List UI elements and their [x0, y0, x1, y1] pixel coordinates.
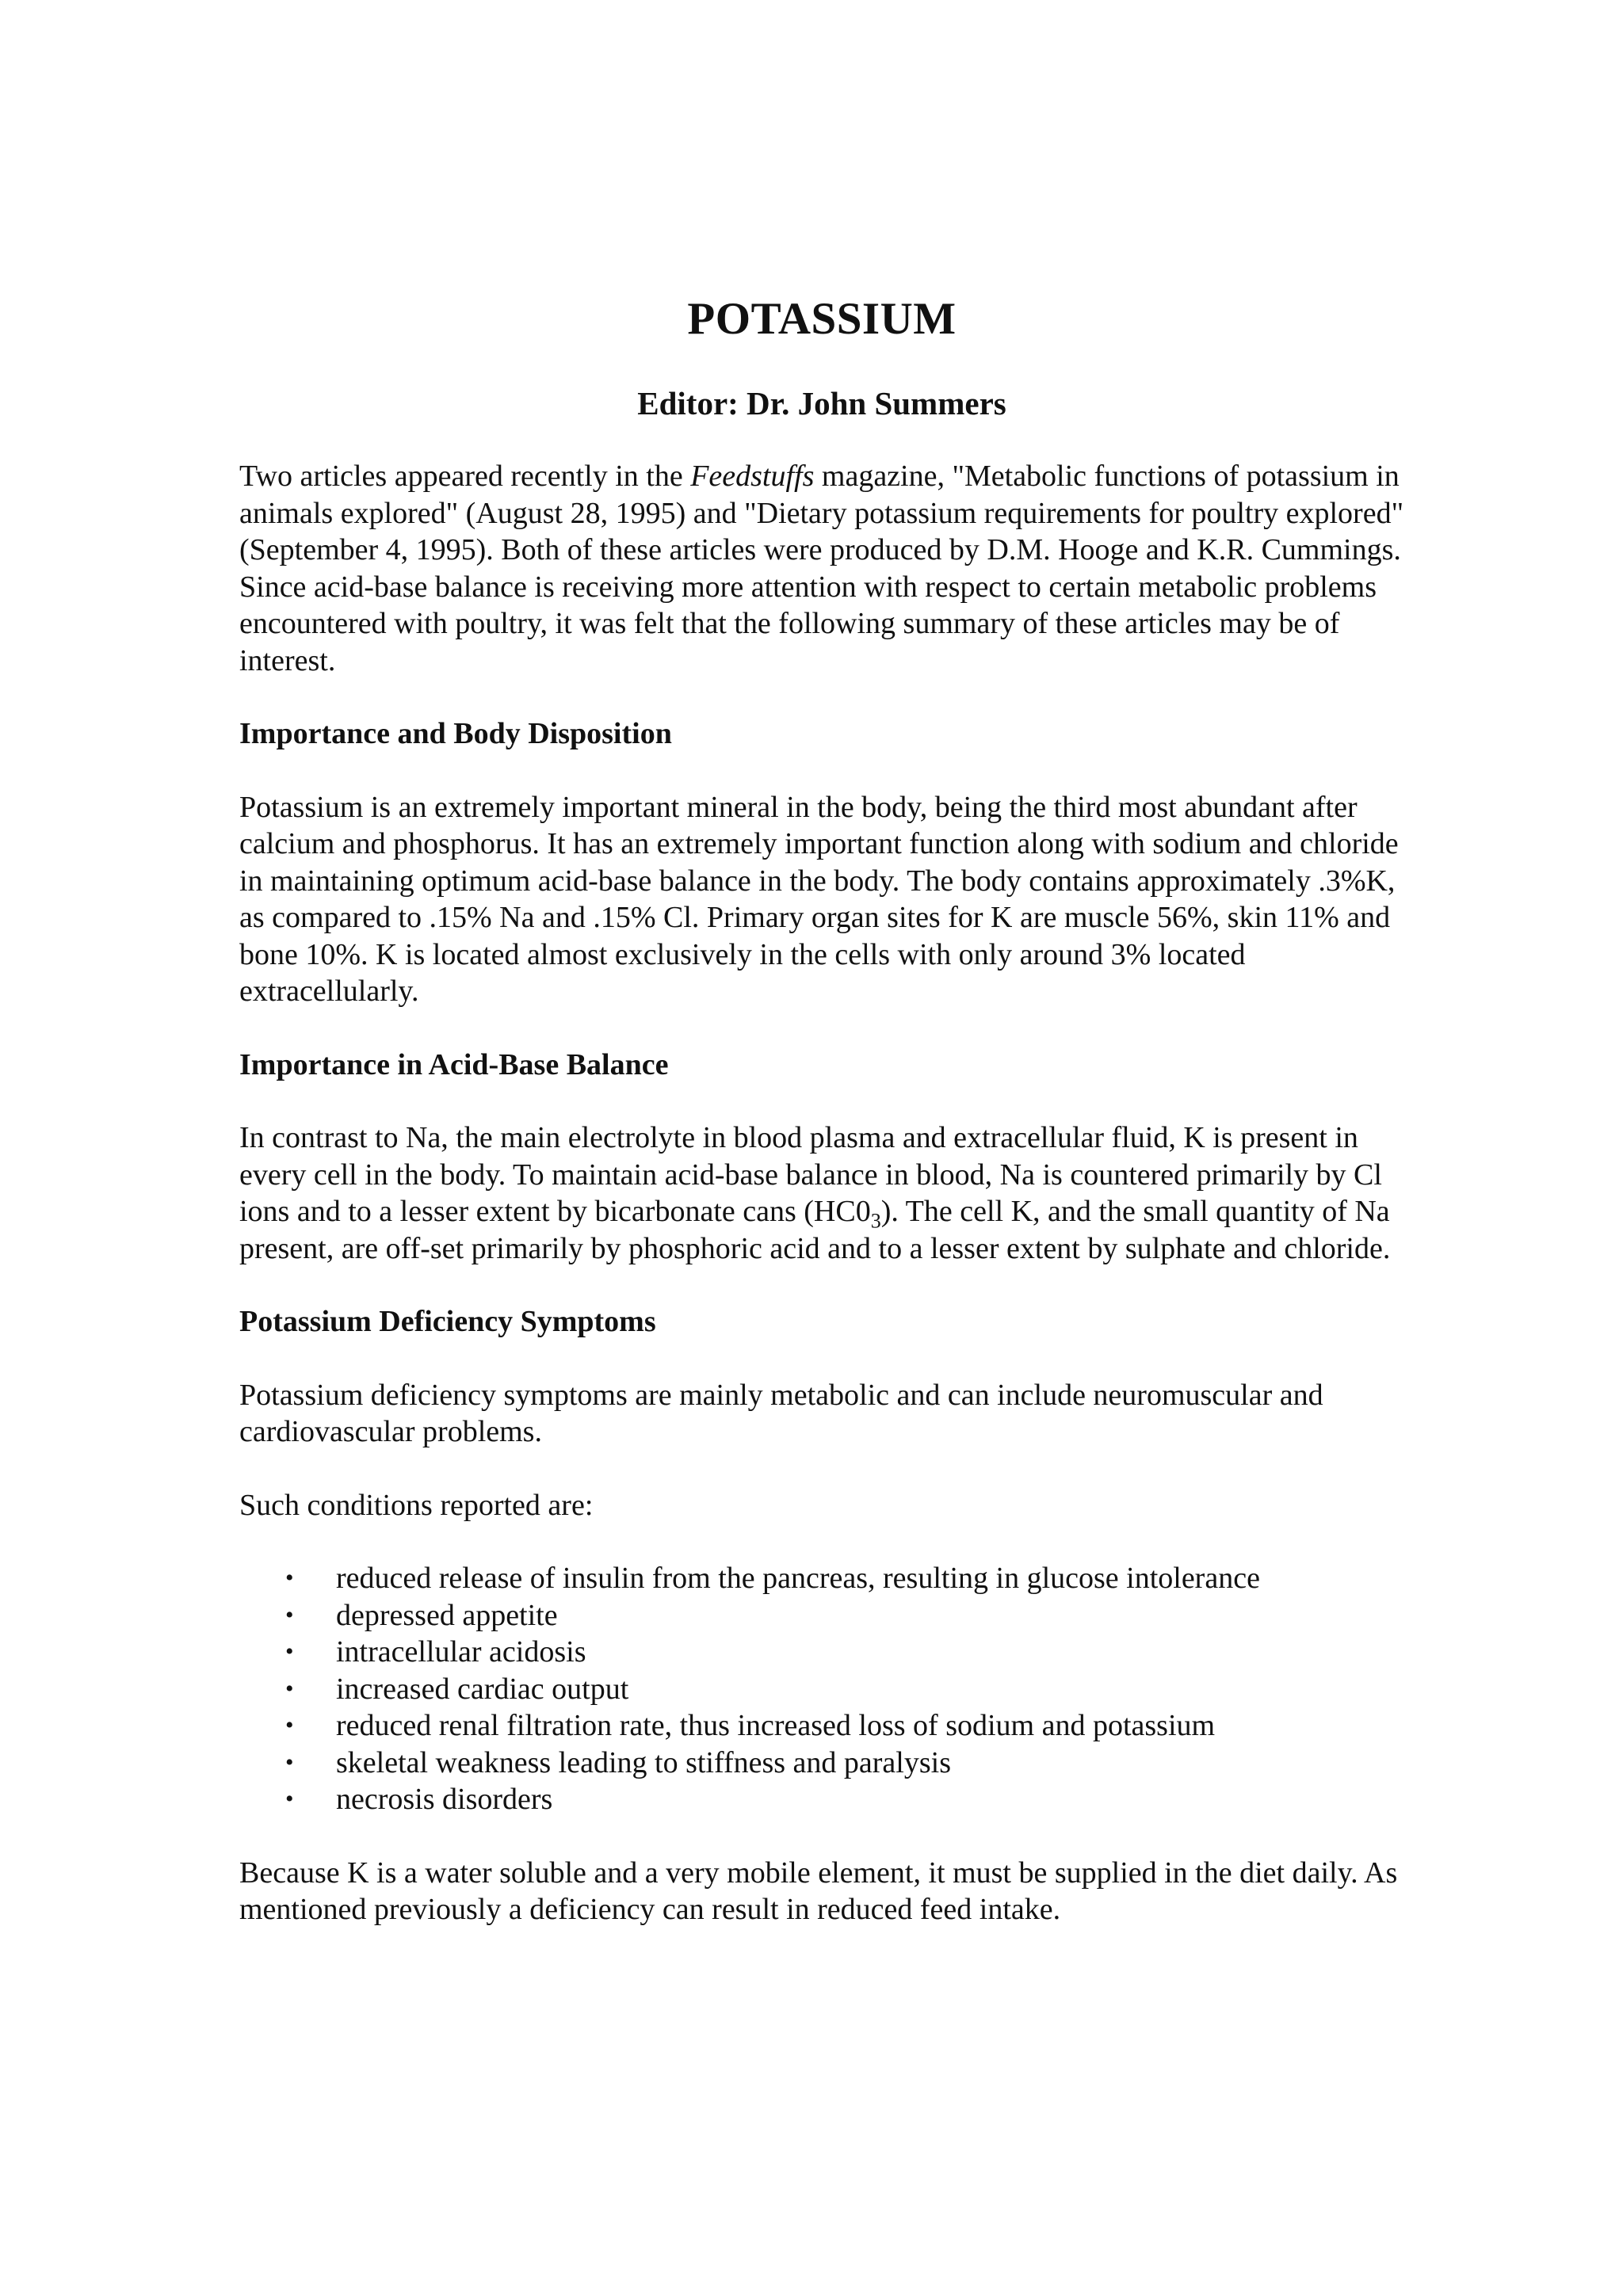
bullet-icon: •	[285, 1712, 294, 1738]
section-heading-body-disposition: Importance and Body Disposition	[239, 717, 672, 750]
document-body	[239, 292, 1404, 1965]
condition-item	[239, 1671, 1404, 1708]
condition-item	[239, 1707, 1404, 1745]
body-disposition-paragraph: Potassium is an extremely important mineral in the body, being the third most abundant after calcium and phosphorus. It has an extremely important function along with sodium and chloride in maintaining optimum acid-base balance in the body. The body contains approximately .3%K, as compared to .15% Na and .15% Cl. Primary organ sites for K are muscle 56%, skin 11% and bone 10%. K is located almost exclusively in the cells with only around 3% located extracellularly.	[239, 790, 1399, 1008]
intro-text-end: magazine, "Metabolic functions of potassium in animals explored" (August 28, 1995) and "Dietary potassium requirements for poultry explored" (September 4, 1995). Both of these articles were produced by D.M. Hooge and K.R. Cummings. Since acid-base balance is receiving more attention with respect to certain metabolic problems encountered with poultry, it was felt that the following summary of these articles may be of interest.	[239, 460, 1404, 677]
bullet-icon: •	[285, 1565, 294, 1591]
conditions-list	[239, 1560, 1404, 1818]
acid-base-paragraph	[239, 1119, 1404, 1267]
condition-text: skeletal weakness leading to stiffness and paralysis	[336, 1745, 951, 1779]
section-heading-deficiency: Potassium Deficiency Symptoms	[239, 1305, 656, 1338]
condition-item	[239, 1745, 1404, 1782]
condition-item	[239, 1560, 1404, 1597]
magazine-name: Feedstuffs	[690, 460, 815, 493]
bullet-icon: •	[285, 1638, 294, 1665]
deficiency-paragraph: Potassium deficiency symptoms are mainly metabolic and can include neuromuscular and cardiovascular problems.	[239, 1378, 1323, 1448]
condition-text: necrosis disorders	[336, 1783, 553, 1816]
bullet-icon: •	[285, 1786, 294, 1812]
intro-paragraph	[239, 458, 1404, 679]
bicarbonate-subscript: 3	[870, 1209, 881, 1233]
condition-item	[239, 1781, 1404, 1818]
editor-line: Editor: Dr. John Summers	[637, 385, 1006, 421]
closing-paragraph: Because K is a water soluble and a very mobile element, it must be supplied in the diet daily. As mentioned previously a deficiency can result in reduced feed intake.	[239, 1855, 1398, 1926]
condition-text: reduced release of insulin from the pancreas, resulting in glucose intolerance	[336, 1562, 1260, 1595]
condition-text: increased cardiac output	[336, 1672, 629, 1706]
condition-item	[239, 1634, 1404, 1671]
condition-item	[239, 1597, 1404, 1634]
condition-text: depressed appetite	[336, 1598, 558, 1632]
document-title: POTASSIUM	[687, 294, 957, 344]
bullet-icon: •	[285, 1749, 294, 1775]
acid-base-text-start: In contrast to Na, the main electrolyte in blood plasma and extracellular fluid, K is present in every cell in the body. To maintain acid-base balance in blood, Na is countered primarily by Cl ions and to a lesser extent by bicarbonate cans (HC0	[239, 1121, 1382, 1228]
bullet-icon: •	[285, 1601, 294, 1628]
bullet-icon: •	[285, 1675, 294, 1702]
condition-text: intracellular acidosis	[336, 1635, 586, 1669]
acid-base-text-end: ). The cell K, and the small quantity of Na present, are off-set primarily by phosphoric acid and to a lesser extent by sulphate and chloride.	[239, 1195, 1391, 1265]
intro-text-start: Two articles appeared recently in the	[239, 460, 691, 493]
condition-text: reduced renal filtration rate, thus increased loss of sodium and potassium	[336, 1709, 1216, 1742]
section-heading-acid-base: Importance in Acid-Base Balance	[239, 1047, 669, 1081]
conditions-intro: Such conditions reported are:	[239, 1488, 594, 1522]
